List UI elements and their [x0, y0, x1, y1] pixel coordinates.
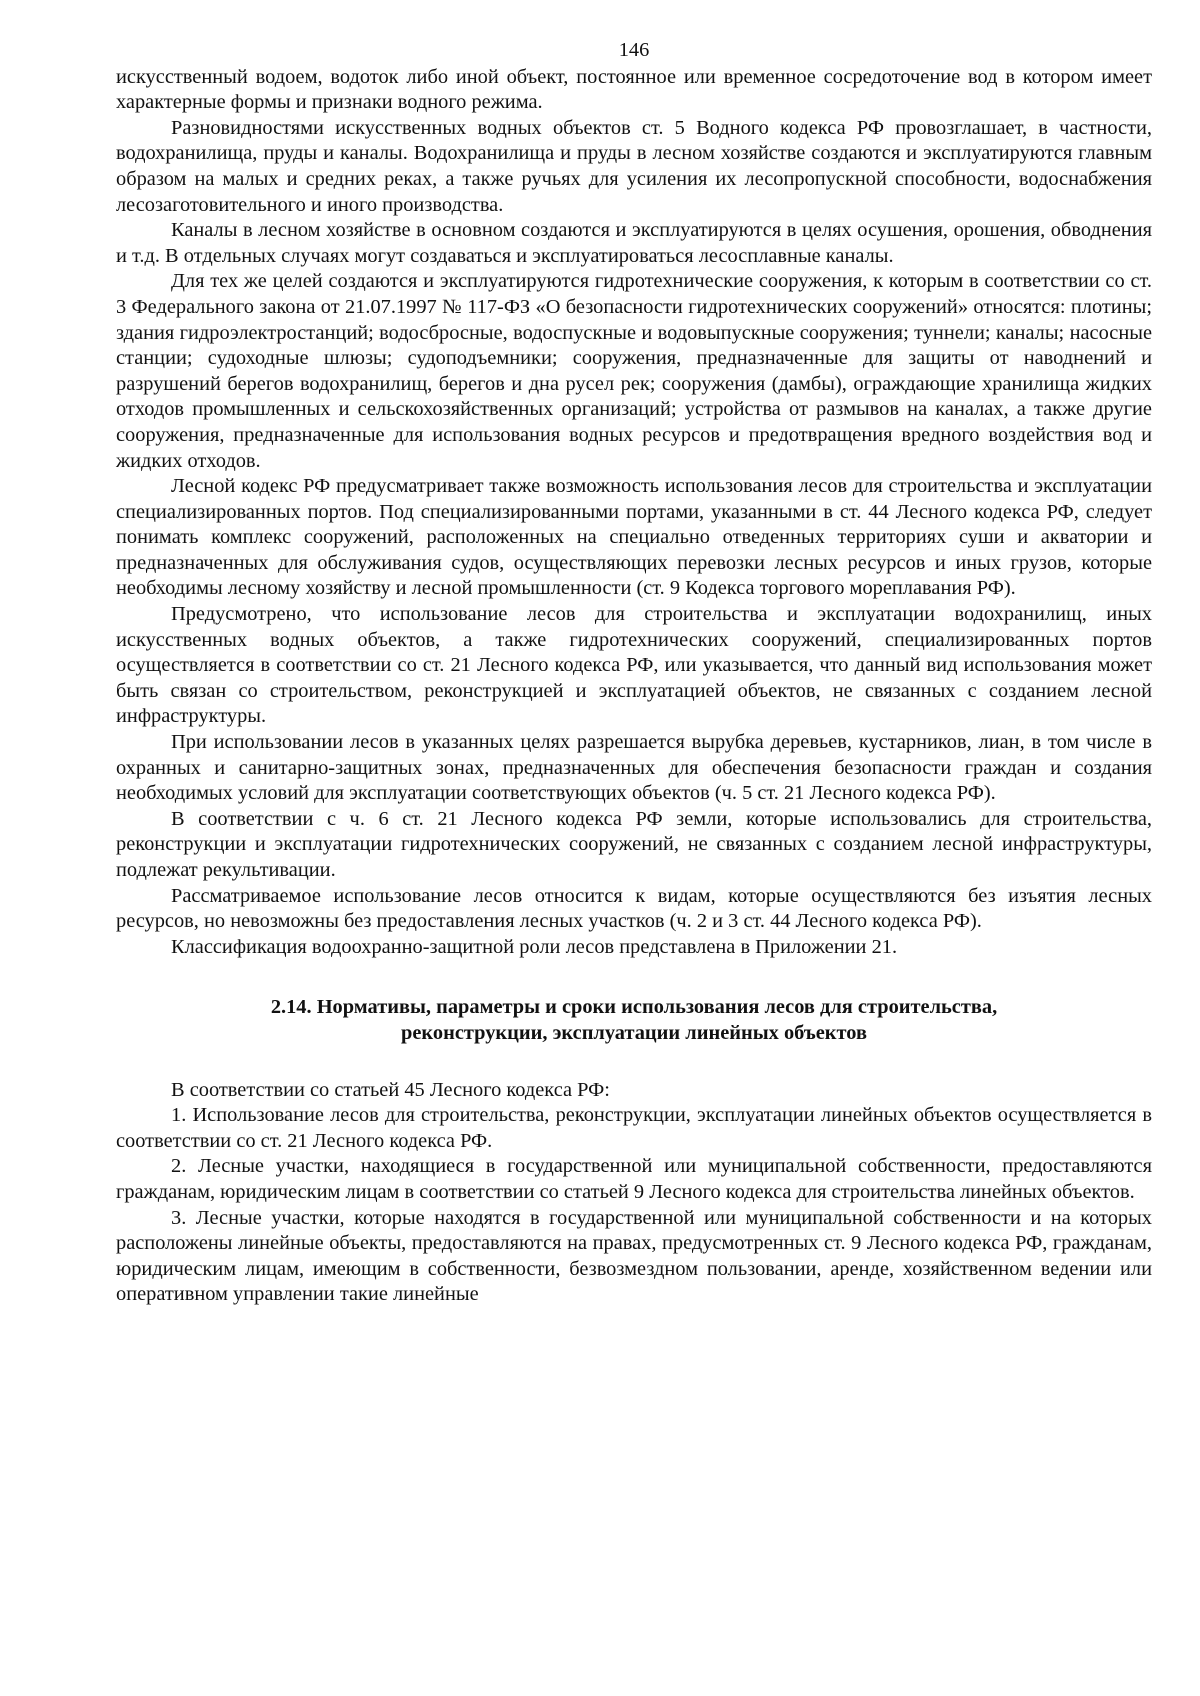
- section-heading-line-1: 2.14. Нормативы, параметры и сроки использования лесов для строительства,: [270, 996, 998, 1019]
- paragraph-use-without-extraction: Рассматриваемое использование лесов относится к видам, которые осуществляются без изъятия лесных ресурсов, но невозможны без предоставления лесных участков (ч. 2 и 3 ст. 44 Лесного кодекса РФ).: [116, 884, 1152, 933]
- paragraph-classification-reference: Классификация водоохранно-защитной роли лесов представлена в Приложении 21.: [171, 935, 898, 958]
- paragraph-article-45-item-1: 1. Использование лесов для строительства, реконструкции, эксплуатации линейных объектов осуществляется в соответствии со ст. 21 Лесного кодекса РФ.: [116, 1104, 1152, 1152]
- paragraph-specialized-ports: Лесной кодекс РФ предусматривает также возможность использования лесов для строительства и эксплуатации специализированных портов. Под специализированными портами, указанными в ст. 44 Лесного кодекса РФ, следует понимать комплекс сооружений, расположенных на специально отведенных территориях суши и акватории и предназначенных для обслуживания судов, осуществляющих перевозки лесных ресурсов и иных грузов, которые необходимы лесному хозяйству и лесной промышленности (ст. 9 Кодекса торгового мореплавания РФ).: [116, 475, 1152, 600]
- paragraph-artificial-water-bodies: Разновидностями искусственных водных объектов ст. 5 Водного кодекса РФ провозглашает, в частности, водохранилища, пруды и каналы. Водохранилища и пруды в лесном хозяйстве создаются и эксплуатируются главным образом на малых и средних реках, а также ручьях для усиления их лесопропускной способности, водоснабжения лесозаготовительного и иного производства.: [116, 116, 1152, 216]
- paragraph-forest-use-provision: Предусмотрено, что использование лесов для строительства и эксплуатации водохранилищ, иных искусственных водных объектов, а также гидротехнических сооружений, специализированных портов осуществляется в соответствии со ст. 21 Лесного кодекса РФ, или указывается, что данный вид использования может быть связан со строительством, реконструкцией и эксплуатацией объектов, не связанных с созданием лесной инфраструктуры.: [116, 603, 1152, 728]
- paragraph-continuation: искусственный водоем, водоток либо иной объект, постоянное или временное сосредоточение вод в котором имеет характерные формы и признаки водного режима.: [116, 65, 1152, 114]
- paragraph-hydraulic-structures: Для тех же целей создаются и эксплуатируются гидротехнические сооружения, к которым в соответствии со ст. 3 Федерального закона от 21.07.1997 № 117-ФЗ «О безопасности гидротехнических сооружений» относятся: плотины; здания гидроэлектростанций; водосбросные, водоспускные и водовыпускные сооружения; туннели; каналы; насосные станции; судоходные шлюзы; судоподъемники; сооружения, предназначенные для защиты от наводнений и разрушений берегов водохранилищ, берегов и дна русел рек; сооружения (дамбы), ограждающие хранилища жидких отходов промышленных и сельскохозяйственных организаций; устройства от размывов на каналах, а также другие сооружения, предназначенные для использования водных ресурсов и предотвращения вредного воздействия вод и жидких отходов.: [116, 270, 1152, 472]
- section-heading: [116, 995, 1152, 1046]
- paragraph-tree-cutting: При использовании лесов в указанных целях разрешается вырубка деревьев, кустарников, лиан, в том числе в охранных и санитарно-защитных зонах, предназначенных для обеспечения безопасности граждан и создания необходимых условий для эксплуатации соответствующих объектов (ч. 5 ст. 21 Лесного кодекса РФ).: [116, 731, 1152, 805]
- section-heading-line-2: реконструкции, эксплуатации линейных объектов: [401, 1021, 867, 1044]
- page-number: 146: [618, 39, 650, 61]
- paragraph-land-recultivation: В соответствии с ч. 6 ст. 21 Лесного кодекса РФ земли, которые использовались для строительства, реконструкции и эксплуатации гидротехнических сооружений, не связанных с созданием лесной инфраструктуры, подлежат рекультивации.: [116, 807, 1152, 881]
- document-page: [116, 38, 1152, 1308]
- paragraph-canals: Каналы в лесном хозяйстве в основном создаются и эксплуатируются в целях осушения, орошения, обводнения и т.д. В отдельных случаях могут создаваться и эксплуатироваться лесосплавные каналы.: [116, 219, 1152, 267]
- paragraph-article-45-item-2: 2. Лесные участки, находящиеся в государственной или муниципальной собственности, предоставляются гражданам, юридическим лицам в соответствии со статьей 9 Лесного кодекса для строительства линейных объектов.: [116, 1155, 1152, 1203]
- paragraph-article-45-intro: В соответствии со статьей 45 Лесного кодекса РФ:: [171, 1078, 610, 1101]
- paragraph-article-45-item-3: 3. Лесные участки, которые находятся в государственной или муниципальной собственности и на которых расположены линейные объекты, предоставляются на правах, предусмотренных ст. 9 Лесного кодекса РФ, гражданам, юридическим лицам, имеющим в собственности, безвозмездном пользовании, аренде, хозяйственном ведении или оперативном управлении такие линейные: [116, 1206, 1152, 1306]
